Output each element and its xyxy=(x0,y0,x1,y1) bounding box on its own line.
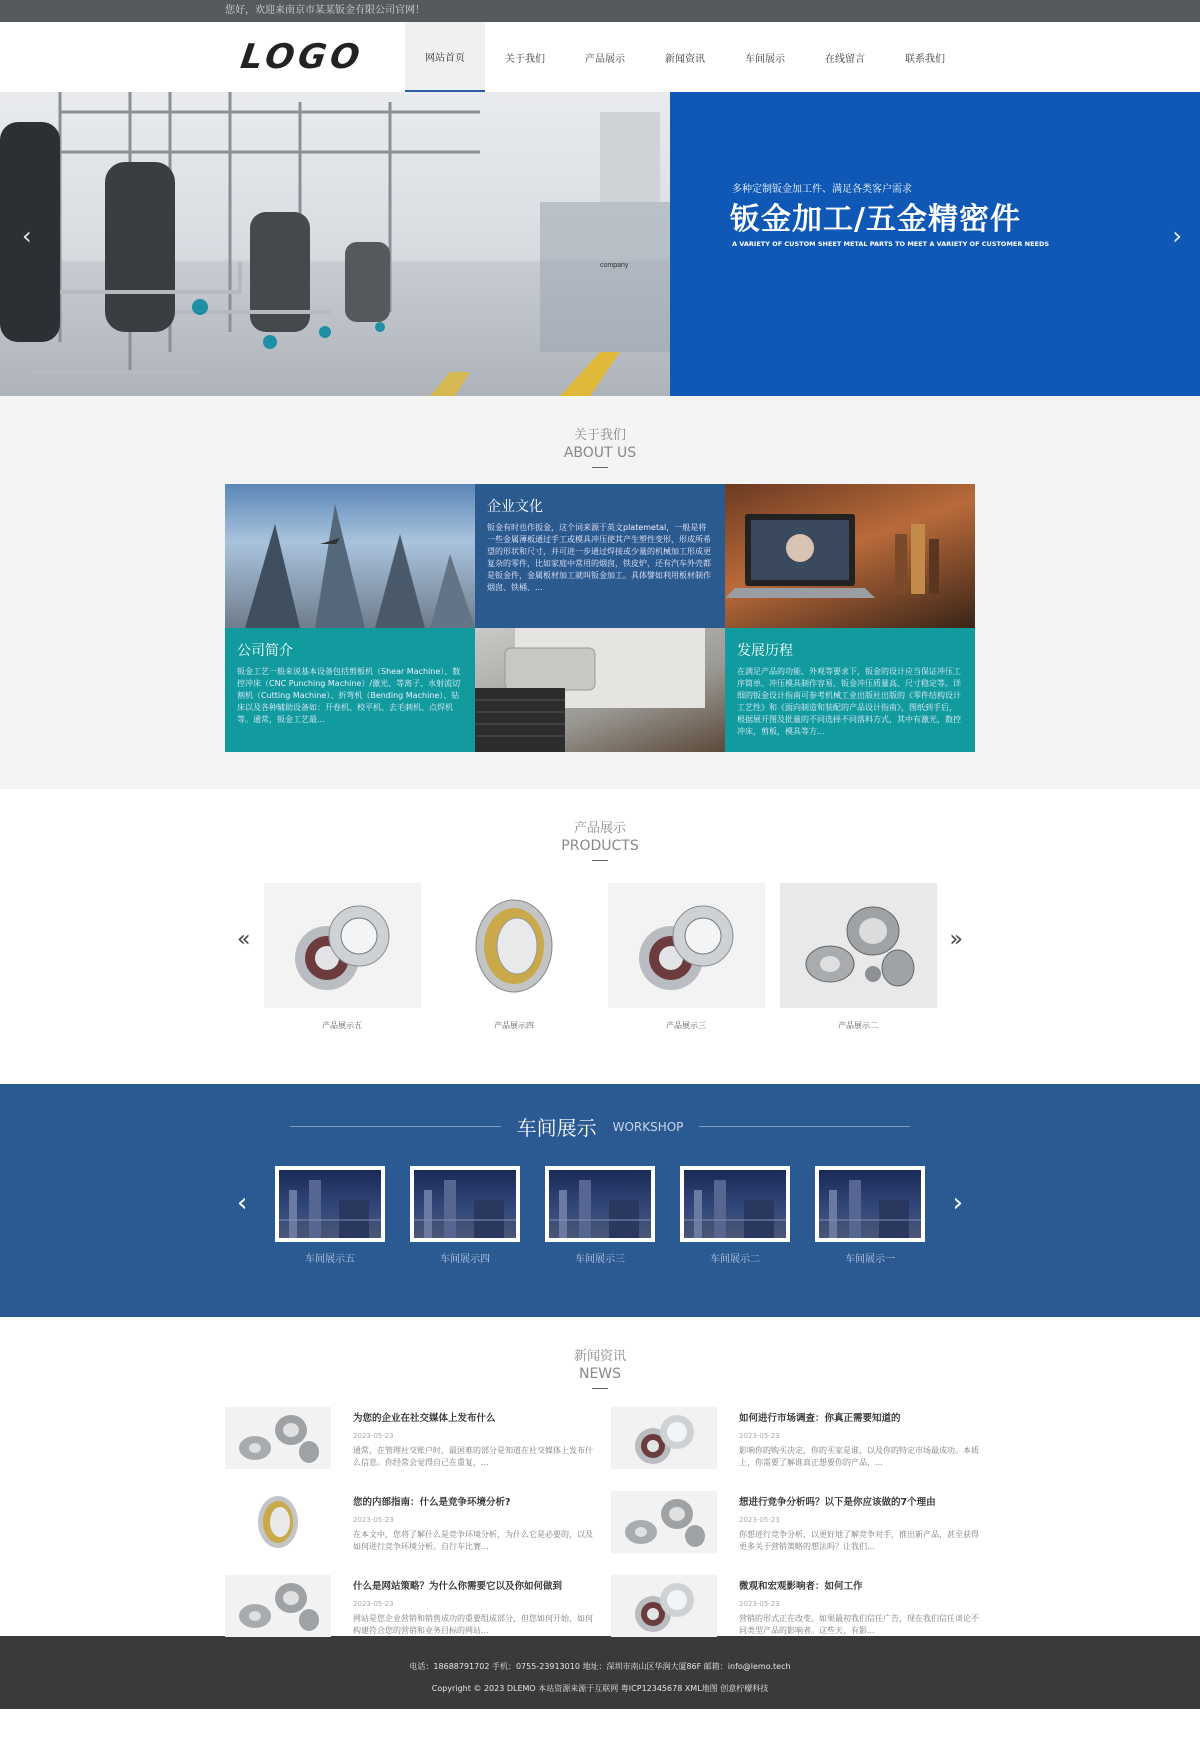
banner-next-arrow[interactable]: › xyxy=(1172,222,1182,250)
news-date: 2023-05-23 xyxy=(739,1516,780,1524)
nav-home[interactable]: 网站首页 xyxy=(405,22,485,92)
workshop-photo xyxy=(545,1166,655,1242)
history-text: 在满足产品的功能、外观等要求下，钣金的设计应当保证冲压工序简单、冲压模具制作容易、钣金冲压质量高、尺寸稳定等。详细的钣金设计指南可参考机械工业出版社出版的《零件结构设计工艺性》和《面向制造和装配的产品设计指南》，图纸到手后，根据展开图及批量的不同选择不同落料方式，其中有激光，数控冲床，剪板，模具等方... xyxy=(737,667,961,736)
nav-about[interactable]: 关于我们 xyxy=(505,53,545,65)
culture-text: 钣金有时也作扳金，这个词来源于英文platemetal，一般是将一些金属薄板通过手工或模具冲压使其产生塑性变形，形成所希望的形状和尺寸，并可进一步通过焊接或少量的机械加工形成更复杂的零件，比如家庭中常用的烟囱，铁皮炉，还有汽车外壳都是钣金件，金属板材加工就叫钣金加工。具体譬如利用板材制作烟囱、铁桶、... xyxy=(487,523,711,592)
products-prev-arrow[interactable]: « xyxy=(237,927,251,952)
phone-illustration xyxy=(475,628,725,752)
history-card[interactable] xyxy=(725,628,975,752)
workshop-card[interactable] xyxy=(815,1166,925,1265)
news-item[interactable] xyxy=(225,1491,595,1553)
products-next-arrow[interactable]: » xyxy=(949,927,963,952)
products-title-en: PRODUCTS xyxy=(561,838,639,854)
title-underline xyxy=(592,1388,608,1389)
news-title[interactable]: 想进行竞争分析吗？以下是你应该做的7个理由 xyxy=(739,1497,936,1508)
news-date: 2023-05-23 xyxy=(353,1600,394,1608)
product-name: 产品展示四 xyxy=(494,1021,534,1030)
banner-english: A VARIETY OF CUSTOM SHEET METAL PARTS TO MEET A VARIETY OF CUSTOMER NEEDS xyxy=(732,240,1050,248)
workshop-name: 车间展示一 xyxy=(845,1254,895,1265)
profile-card[interactable] xyxy=(225,628,475,752)
workshop-card[interactable] xyxy=(545,1166,655,1265)
culture-title: 企业文化 xyxy=(487,499,543,515)
news-section xyxy=(0,1317,1200,1636)
news-item[interactable] xyxy=(611,1491,981,1553)
products-section xyxy=(0,789,1200,1084)
workshop-carousel xyxy=(225,1166,975,1265)
ball-bearing-icon xyxy=(611,1407,717,1469)
news-title[interactable]: 您的内部指南：什么是竞争环境分析? xyxy=(353,1497,511,1508)
news-title[interactable]: 微观和宏观影响者：如何工作 xyxy=(739,1581,863,1592)
news-date: 2023-05-23 xyxy=(353,1516,394,1524)
wall-sign: company xyxy=(600,262,629,269)
news-date: 2023-05-23 xyxy=(739,1600,780,1608)
workshop-photo xyxy=(410,1166,520,1242)
footer-copyright: Copyright © 2023 DLEMO 本站资源来源于互联网 粤ICP12345678 XML地图 创意柠檬科技 xyxy=(431,1684,769,1693)
workshop-title-cn: 车间展示 xyxy=(516,1116,597,1140)
laptop-desk-image xyxy=(725,484,975,628)
about-title-cn: 关于我们 xyxy=(573,428,626,443)
about-title-en: ABOUT US xyxy=(563,445,637,461)
workshop-name: 车间展示三 xyxy=(575,1254,625,1265)
news-title[interactable]: 什么是网站策略？为什么你需要它以及你如何做到 xyxy=(353,1581,563,1592)
banner-prev-arrow[interactable]: ‹ xyxy=(22,222,32,250)
product-name: 产品展示二 xyxy=(838,1021,878,1030)
news-title[interactable]: 为您的企业在社交媒体上发布什么 xyxy=(353,1413,496,1424)
nav-contact[interactable]: 联系我们 xyxy=(905,53,945,65)
news-date: 2023-05-23 xyxy=(353,1432,394,1440)
product-card[interactable] xyxy=(608,883,765,1031)
about-section xyxy=(0,396,1200,789)
ball-bearing-icon xyxy=(611,1575,717,1637)
top-welcome-bar xyxy=(0,0,1200,22)
banner-text-panel xyxy=(670,92,1200,396)
welcome-text: 您好，欢迎来南京市某某钣金有限公司官网！ xyxy=(225,5,425,16)
workshop-name: 车间展示五 xyxy=(305,1254,355,1265)
bearing-set-icon xyxy=(780,883,937,1008)
workshop-photo xyxy=(680,1166,790,1242)
product-card[interactable] xyxy=(780,883,937,1031)
news-title[interactable]: 如何进行市场调查：你真正需要知道的 xyxy=(739,1413,901,1424)
news-title-en: NEWS xyxy=(578,1366,622,1382)
news-item[interactable] xyxy=(225,1407,595,1469)
bearing-set-icon xyxy=(225,1407,331,1469)
title-underline xyxy=(592,467,608,468)
divider-line xyxy=(699,1126,910,1127)
phone-notebook-image xyxy=(475,628,725,752)
workshop-name: 车间展示二 xyxy=(710,1254,760,1265)
bearing-set-icon xyxy=(611,1491,717,1553)
divider-line xyxy=(290,1126,501,1127)
about-heading xyxy=(0,424,1200,468)
product-card[interactable] xyxy=(436,883,593,1031)
nav-workshop[interactable]: 车间展示 xyxy=(745,53,785,65)
news-date: 2023-05-23 xyxy=(739,1432,780,1440)
products-title-cn: 产品展示 xyxy=(573,821,626,836)
hero-banner xyxy=(0,92,1200,396)
site-header xyxy=(0,22,1200,92)
factory-photo xyxy=(0,92,670,396)
nav-products[interactable]: 产品展示 xyxy=(585,53,625,65)
site-logo[interactable]: LOGO xyxy=(238,37,366,77)
footer-contact: 电话：18688791702 手机：0755-23913010 地址：深圳市南山区华润大厦86F 邮箱：info@lemo.tech xyxy=(409,1662,791,1671)
main-nav xyxy=(405,22,965,92)
bearing-set-icon xyxy=(225,1575,331,1637)
product-name: 产品展示五 xyxy=(322,1021,362,1030)
news-title-cn: 新闻资讯 xyxy=(573,1349,626,1364)
banner-subtitle: 多种定制钣金加工件、满足各类客户需求 xyxy=(732,184,912,195)
products-heading xyxy=(0,817,1200,861)
profile-title: 公司简介 xyxy=(237,643,293,659)
profile-text: 钣金工艺一般来说基本设备包括剪板机（Shear Machine）、数控冲床（CNC Punching Machine）/激光、等离子、水射流切割机（Cutting Machine）、折弯机（Bending Machine）、钻床以及各种辅助设备如：开卷机、校平机、去毛刺机、点焊机等。通常，钣金工艺最... xyxy=(237,667,461,724)
workshop-prev-arrow[interactable]: ‹ xyxy=(237,1188,248,1218)
news-item[interactable] xyxy=(611,1407,981,1469)
title-underline xyxy=(592,860,608,861)
workshop-card[interactable] xyxy=(680,1166,790,1265)
about-grid xyxy=(225,484,975,752)
product-card[interactable] xyxy=(264,883,421,1031)
workshop-section xyxy=(0,1084,1200,1317)
culture-card[interactable] xyxy=(475,484,725,628)
workshop-card[interactable] xyxy=(410,1166,520,1265)
workshop-heading xyxy=(290,1112,910,1141)
news-summary: 你想进行竞争分析，以更好地了解竞争对手，推出新产品，甚至获得更多关于营销策略的想法吗？让我们... xyxy=(739,1530,979,1551)
news-item[interactable] xyxy=(611,1575,981,1637)
ball-bearing-icon xyxy=(264,883,421,1008)
workshop-card[interactable] xyxy=(275,1166,385,1265)
workshop-name: 车间展示四 xyxy=(440,1254,490,1265)
factory-illustration xyxy=(0,92,670,396)
news-summary: 营销的形式正在改变。如果最初我们信任广告，现在我们信任谈论不同类型产品的影响者。这些天，有影... xyxy=(739,1614,979,1635)
workshop-title-en: WORKSHOP xyxy=(612,1119,684,1134)
news-summary: 在本文中，您将了解什么是竞争环境分析，为什么它是必要的，以及如何进行竞争环境分析。自行车比赛... xyxy=(353,1530,593,1551)
workshop-photo xyxy=(275,1166,385,1242)
site-footer xyxy=(0,1636,1200,1709)
products-carousel xyxy=(225,883,975,1031)
news-list xyxy=(225,1407,979,1637)
product-name: 产品展示三 xyxy=(666,1021,706,1030)
nav-message[interactable]: 在线留言 xyxy=(825,53,865,65)
news-summary: 网站是您企业营销和销售成功的重要组成部分，但您如何开始，如何构建符合您的营销和业务目标的网站... xyxy=(353,1614,593,1635)
laptop-illustration xyxy=(725,484,975,628)
news-summary: 影响你的购买决定，你的买家是谁，以及你的特定市场最成功。本质上，你需要了解谁真正想要你的产品，... xyxy=(739,1446,979,1467)
roller-bearing-icon xyxy=(225,1491,331,1553)
workshop-photo xyxy=(815,1166,925,1242)
roller-bearing-icon xyxy=(436,883,593,1008)
news-heading xyxy=(0,1345,1200,1389)
news-item[interactable] xyxy=(225,1575,595,1637)
nav-news[interactable]: 新闻资讯 xyxy=(665,53,705,65)
news-summary: 通常，在管理社交账户时，最困难的部分是知道在社交媒体上发布什么信息。你经常会觉得自己在重复，... xyxy=(353,1446,593,1467)
skyscraper-illustration xyxy=(225,484,475,628)
workshop-next-arrow[interactable]: › xyxy=(952,1188,963,1218)
history-title: 发展历程 xyxy=(737,643,793,659)
ball-bearing-icon xyxy=(608,883,765,1008)
city-buildings-image xyxy=(225,484,475,628)
banner-title: 钣金加工/五金精密件 xyxy=(730,202,1021,237)
